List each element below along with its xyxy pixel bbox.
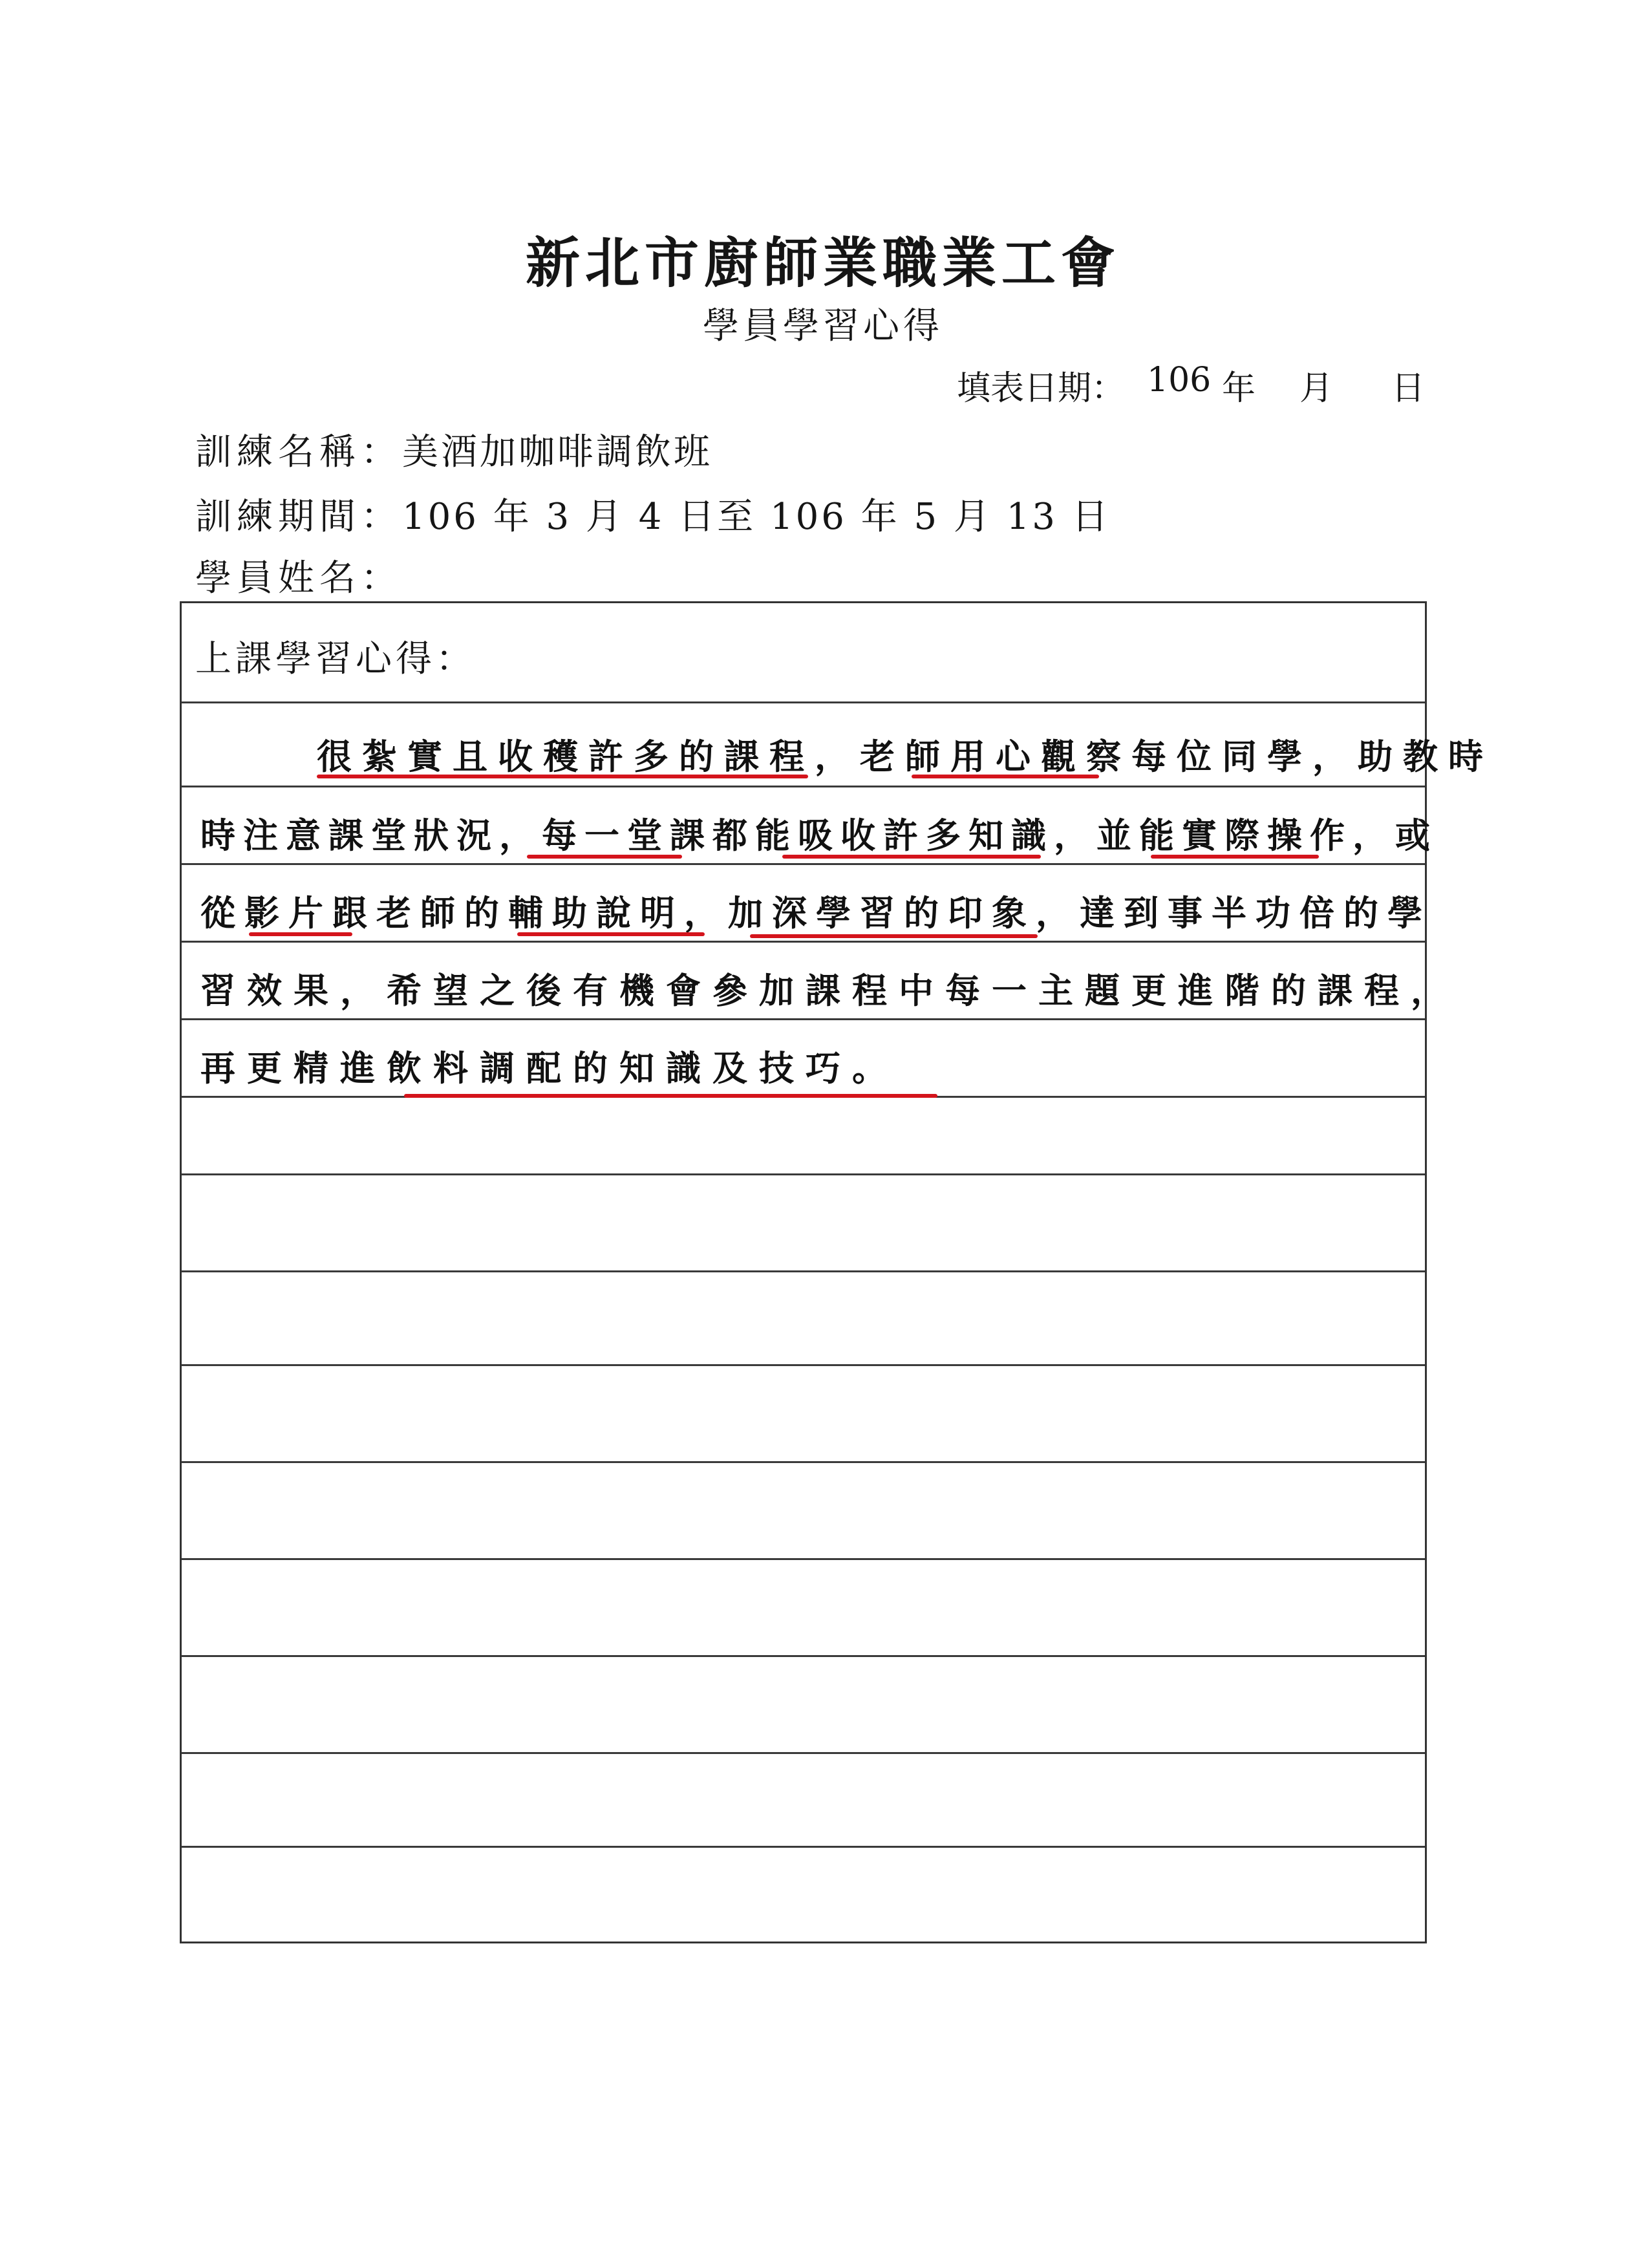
reflection-header: 上課學習心得：	[195, 638, 476, 680]
fill-date-label: 填表日期：	[957, 369, 1126, 408]
fill-date-month-unit: 月	[1299, 369, 1334, 408]
course-period-label: 訓練期間：	[195, 496, 402, 538]
red-underline	[517, 932, 705, 936]
ruled-line	[182, 1846, 1425, 1848]
course-name-label: 訓練名稱：	[195, 431, 402, 473]
student-name-row	[195, 550, 402, 601]
ruled-line	[182, 1018, 1425, 1020]
ruled-line	[182, 786, 1425, 787]
handwritten-line: 時注意課堂狀況，每一堂課都能吸收許多知識，並能實際操作，或	[200, 815, 1438, 856]
fill-date-day-unit: 日	[1391, 369, 1426, 408]
ruled-line	[182, 941, 1425, 943]
red-underline	[249, 932, 352, 936]
course-period-value: 106 年 3 月 4 日至 106 年 5 月 13 日	[402, 496, 1111, 538]
ruled-line	[182, 1270, 1425, 1272]
page-subtitle: 學員學習心得	[703, 305, 943, 347]
handwritten-line: 習效果，希望之後有機會參加課程中每一主題更進階的課程，	[200, 970, 1457, 1011]
ruled-line	[182, 1461, 1425, 1463]
handwritten-line: 很紮實且收穫許多的課程，老師用心觀察每位同學，助教時	[317, 736, 1493, 777]
ruled-line	[182, 1655, 1425, 1657]
ruled-line	[182, 1752, 1425, 1754]
fill-date-year: 106	[1147, 361, 1212, 400]
handwritten-line: 再更精進飲料調配的知識及技巧。	[200, 1048, 899, 1089]
course-period-row	[195, 488, 1111, 540]
fill-date	[957, 361, 1426, 408]
reflection-box	[180, 601, 1427, 1943]
ruled-line	[182, 863, 1425, 865]
handwritten-line: 從影片跟老師的輔助說明，加深學習的印象，達到事半功倍的學	[200, 893, 1431, 934]
red-underline	[750, 934, 1038, 938]
red-underline	[782, 855, 1041, 859]
red-underline	[527, 855, 682, 859]
ruled-line	[182, 1364, 1425, 1366]
ruled-line	[182, 1173, 1425, 1175]
page-title: 新北市廚師業職業工會	[525, 231, 1120, 295]
red-underline	[404, 1094, 937, 1098]
fill-date-year-unit: 年	[1222, 369, 1256, 408]
red-underline	[1151, 855, 1319, 859]
course-name-value: 美酒加咖啡調飲班	[402, 431, 712, 473]
course-name-row	[195, 423, 712, 475]
red-underline	[912, 775, 1099, 778]
red-underline	[317, 775, 808, 778]
ruled-line	[182, 1558, 1425, 1560]
ruled-line	[182, 701, 1425, 703]
student-name-label: 學員姓名：	[195, 557, 402, 599]
